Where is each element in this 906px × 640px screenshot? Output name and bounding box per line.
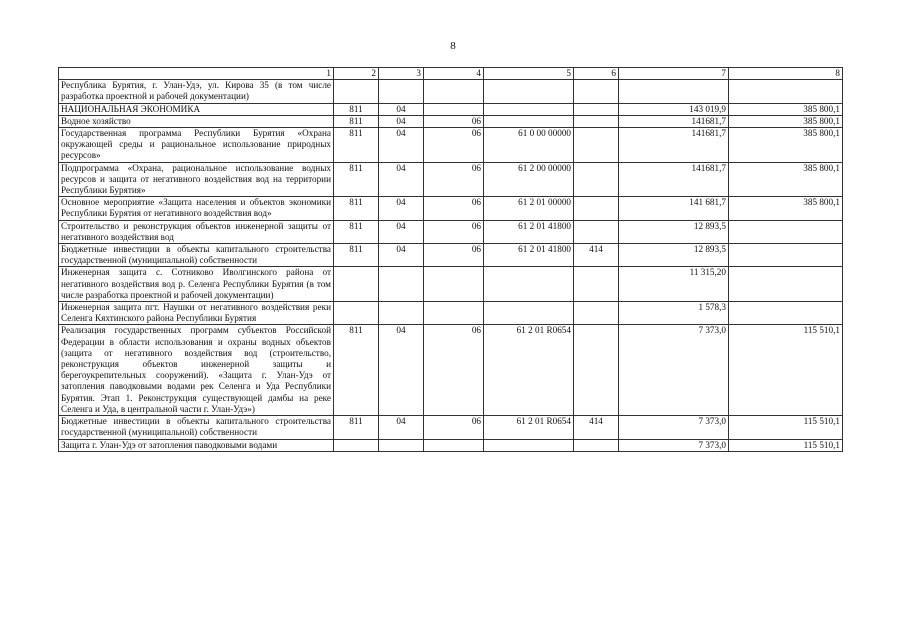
header-cell: 8	[729, 68, 843, 80]
header-cell: 2	[334, 68, 379, 80]
section-code-cell: 04	[379, 162, 424, 197]
amount-year1-cell: 141681,7	[619, 128, 729, 163]
table-row	[59, 197, 843, 220]
subsection-code-cell	[424, 103, 484, 115]
amount-year1-cell: 141 681,7	[619, 197, 729, 220]
target-article-cell	[484, 115, 574, 127]
amount-year2-cell: 385 800,1	[729, 128, 843, 163]
ministry-code-cell: 811	[334, 128, 379, 163]
ministry-code-cell: 811	[334, 115, 379, 127]
expense-type-cell	[574, 220, 619, 243]
subsection-code-cell	[424, 302, 484, 325]
item-name-cell: Защита г. Улан-Удэ от затопления паводковыми водами	[59, 439, 334, 451]
target-article-cell	[484, 302, 574, 325]
target-article-cell: 61 2 00 00000	[484, 162, 574, 197]
amount-year2-cell	[729, 244, 843, 267]
header-cell: 3	[379, 68, 424, 80]
amount-year2-cell: 385 800,1	[729, 197, 843, 220]
header-cell: 6	[574, 68, 619, 80]
ministry-code-cell: 811	[334, 197, 379, 220]
table-row	[59, 128, 843, 163]
expense-type-cell	[574, 162, 619, 197]
amount-year1-cell: 141681,7	[619, 115, 729, 127]
ministry-code-cell	[334, 80, 379, 103]
table-row	[59, 325, 843, 416]
table-row	[59, 244, 843, 267]
target-article-cell: 61 2 01 R0654	[484, 416, 574, 439]
section-code-cell: 04	[379, 128, 424, 163]
target-article-cell	[484, 80, 574, 103]
amount-year1-cell: 12 893,5	[619, 244, 729, 267]
header-cell: 4	[424, 68, 484, 80]
subsection-code-cell: 06	[424, 128, 484, 163]
table-row	[59, 416, 843, 439]
ministry-code-cell	[334, 302, 379, 325]
ministry-code-cell: 811	[334, 103, 379, 115]
page-number: 8	[450, 40, 456, 52]
target-article-cell	[484, 103, 574, 115]
item-name-cell: НАЦИОНАЛЬНАЯ ЭКОНОМИКА	[59, 103, 334, 115]
section-code-cell: 04	[379, 416, 424, 439]
amount-year2-cell	[729, 80, 843, 103]
expense-type-cell	[574, 267, 619, 302]
subsection-code-cell: 06	[424, 162, 484, 197]
expense-type-cell: 414	[574, 244, 619, 267]
item-name-cell: Водное хозяйство	[59, 115, 334, 127]
item-name-cell: Реализация государственных программ субъектов Российской Федерации в области использования и охраны водных объектов (защита от негативного воздействия вод (строительство, реконструкция объектов инженерной защиты и берегоукрепительных сооружений). «Защита г. Улан-Удэ от затопления паводковыми водами рек Селенга и Уда Республики Бурятия. Этап 1. Реконструкция существующей дамбы на реке Селенга и Уда, в центральной части г. Улан-Удэ»)	[59, 325, 334, 416]
amount-year2-cell	[729, 267, 843, 302]
section-code-cell: 04	[379, 197, 424, 220]
item-name-cell: Бюджетные инвестиции в объекты капитального строительства государственной (муниципальной) собственности	[59, 416, 334, 439]
table-row	[59, 267, 843, 302]
amount-year2-cell	[729, 220, 843, 243]
table-row	[59, 302, 843, 325]
item-name-cell: Республика Бурятия, г. Улан-Удэ, ул. Кирова 35 (в том числе разработка проектной и рабочей документации)	[59, 80, 334, 103]
section-code-cell	[379, 439, 424, 451]
amount-year2-cell: 385 800,1	[729, 115, 843, 127]
section-code-cell: 04	[379, 244, 424, 267]
amount-year1-cell: 11 315,20	[619, 267, 729, 302]
expense-type-cell	[574, 80, 619, 103]
header-cell: 1	[59, 68, 334, 80]
subsection-code-cell	[424, 439, 484, 451]
amount-year1-cell: 12 893,5	[619, 220, 729, 243]
subsection-code-cell: 06	[424, 115, 484, 127]
expense-type-cell	[574, 325, 619, 416]
header-cell: 5	[484, 68, 574, 80]
subsection-code-cell: 06	[424, 244, 484, 267]
section-code-cell: 04	[379, 325, 424, 416]
ministry-code-cell	[334, 439, 379, 451]
expense-type-cell	[574, 115, 619, 127]
amount-year1-cell: 143 019,9	[619, 103, 729, 115]
expense-type-cell	[574, 439, 619, 451]
expense-type-cell	[574, 302, 619, 325]
target-article-cell: 61 2 01 R0654	[484, 325, 574, 416]
expense-type-cell: 414	[574, 416, 619, 439]
subsection-code-cell	[424, 80, 484, 103]
target-article-cell: 61 2 01 41800	[484, 244, 574, 267]
ministry-code-cell: 811	[334, 244, 379, 267]
ministry-code-cell: 811	[334, 416, 379, 439]
header-cell: 7	[619, 68, 729, 80]
amount-year2-cell: 385 800,1	[729, 103, 843, 115]
target-article-cell: 61 0 00 00000	[484, 128, 574, 163]
amount-year2-cell	[729, 302, 843, 325]
amount-year1-cell: 1 578,3	[619, 302, 729, 325]
budget-table	[58, 67, 843, 452]
item-name-cell: Инженерная защита с. Сотниково Иволгинского района от негативного воздействия вод р. Селенга Республики Бурятия (в том числе разработка проектной и рабочей документации)	[59, 267, 334, 302]
item-name-cell: Бюджетные инвестиции в объекты капитального строительства государственной (муниципальной) собственности	[59, 244, 334, 267]
target-article-cell: 61 2 01 00000	[484, 197, 574, 220]
subsection-code-cell: 06	[424, 325, 484, 416]
amount-year1-cell: 7 373,0	[619, 439, 729, 451]
subsection-code-cell: 06	[424, 416, 484, 439]
target-article-cell	[484, 439, 574, 451]
amount-year2-cell: 115 510,1	[729, 325, 843, 416]
ministry-code-cell	[334, 267, 379, 302]
ministry-code-cell: 811	[334, 220, 379, 243]
section-code-cell	[379, 80, 424, 103]
table-row	[59, 439, 843, 451]
amount-year1-cell: 141681,7	[619, 162, 729, 197]
expense-type-cell	[574, 103, 619, 115]
subsection-code-cell: 06	[424, 220, 484, 243]
subsection-code-cell	[424, 267, 484, 302]
table-row	[59, 220, 843, 243]
amount-year2-cell: 115 510,1	[729, 416, 843, 439]
section-code-cell: 04	[379, 220, 424, 243]
item-name-cell: Основное мероприятие «Защита населения и объектов экономики Республики Бурятия от негативного воздействия вод»	[59, 197, 334, 220]
item-name-cell: Подпрограмма «Охрана, рациональное использование водных ресурсов и защита от негативного воздействия вод на территории Республики Бурятия»	[59, 162, 334, 197]
ministry-code-cell: 811	[334, 325, 379, 416]
section-code-cell	[379, 302, 424, 325]
expense-type-cell	[574, 197, 619, 220]
item-name-cell: Строительство и реконструкция объектов инженерной защиты от негативного воздействия вод	[59, 220, 334, 243]
target-article-cell: 61 2 01 41800	[484, 220, 574, 243]
table-row	[59, 80, 843, 103]
subsection-code-cell: 06	[424, 197, 484, 220]
section-code-cell: 04	[379, 103, 424, 115]
item-name-cell: Государственная программа Республики Бурятия «Охрана окружающей среды и рациональное использование природных ресурсов»	[59, 128, 334, 163]
table-row	[59, 115, 843, 127]
amount-year1-cell	[619, 80, 729, 103]
amount-year1-cell: 7 373,0	[619, 416, 729, 439]
expense-type-cell	[574, 128, 619, 163]
table-row	[59, 162, 843, 197]
amount-year2-cell: 115 510,1	[729, 439, 843, 451]
section-code-cell	[379, 267, 424, 302]
table-row	[59, 103, 843, 115]
section-code-cell: 04	[379, 115, 424, 127]
ministry-code-cell: 811	[334, 162, 379, 197]
item-name-cell: Инженерная защита пгт. Наушки от негативного воздействия реки Селенга Кяхтинского района Республики Бурятия	[59, 302, 334, 325]
amount-year1-cell: 7 373,0	[619, 325, 729, 416]
amount-year2-cell: 385 800,1	[729, 162, 843, 197]
target-article-cell	[484, 267, 574, 302]
header-row	[59, 68, 843, 80]
